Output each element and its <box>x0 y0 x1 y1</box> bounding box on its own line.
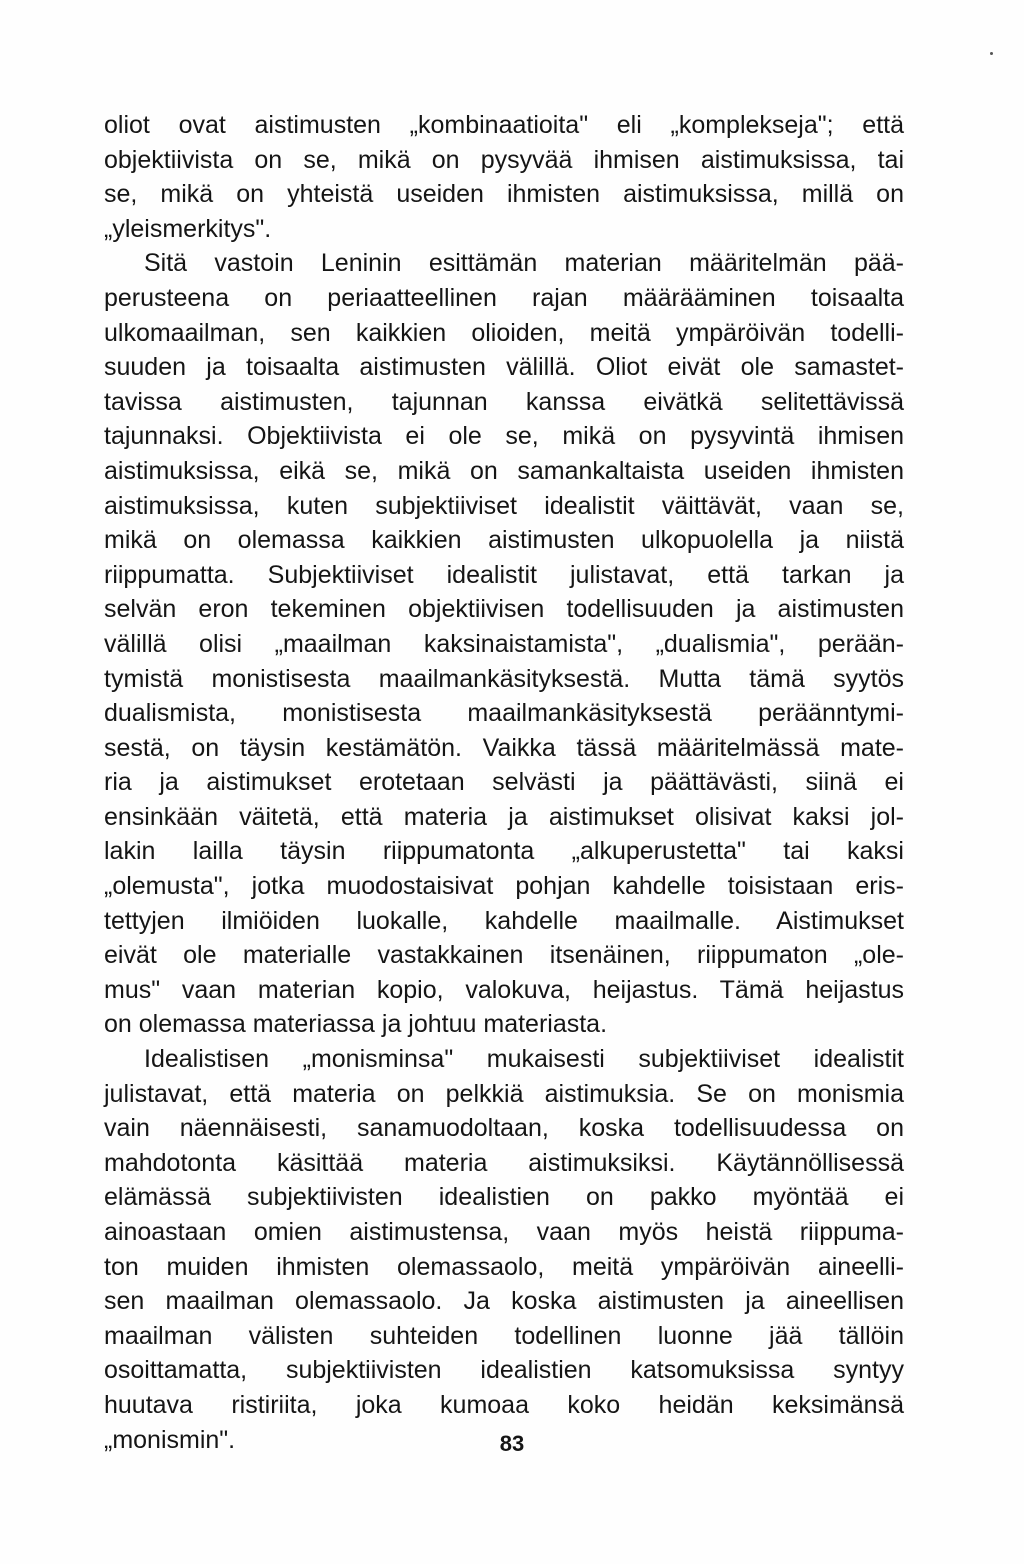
text-line: vain näennäisesti, sanamuodoltaan, koska todellisuudessa on <box>104 1114 904 1143</box>
text-line: välillä olisi „maailman kaksinaistamista", „dualismia", perään- <box>104 629 904 658</box>
text-line: mus" vaan materian kopio, valokuva, heijastus. Tämä heijastus <box>104 975 904 1004</box>
text-line: julistavat, että materia on pelkkiä aistimuksia. Se on monismia <box>104 1079 904 1108</box>
text-line: perusteena on periaatteellinen rajan määrääminen toisaalta <box>104 283 904 312</box>
text-line: dualismista, monistisesta maailmankäsityksestä peräänntymi- <box>104 699 904 728</box>
scan-speck <box>990 52 993 55</box>
paragraph <box>104 1042 904 1457</box>
text-line: tavissa aistimusten, tajunnan kanssa eivätkä selitettävissä <box>104 387 904 416</box>
text-line: „yleismerkitys". <box>104 214 272 243</box>
text-line: Idealistisen „monisminsa" mukaisesti subjektiiviset idealistit <box>144 1045 904 1074</box>
text-line: tymistä monistisesta maailmankäsityksestä. Mutta tämä syytös <box>104 664 904 693</box>
text-line: elämässä subjektiivisten idealistien on pakko myöntää ei <box>104 1183 904 1212</box>
text-line: maailman välisten suhteiden todellinen luonne jää tällöin <box>104 1321 904 1350</box>
text-line: „monismin". <box>104 1425 236 1454</box>
text-line: mikä on olemassa kaikkien aistimusten ulkopuolella ja niistä <box>104 526 904 555</box>
text-line: sen maailman olemassaolo. Ja koska aistimusten ja aineellisen <box>104 1287 904 1316</box>
text-line: ainoastaan omien aistimustensa, vaan myös heistä riippuma- <box>104 1218 904 1246</box>
text-line: oliot ovat aistimusten „kombinaatioita" eli „komplekseja"; että <box>104 111 904 139</box>
text-line: riippumatta. Subjektiiviset idealistit julistavat, että tarkan ja <box>104 560 904 589</box>
paragraph <box>104 108 904 246</box>
text-line: tajunnaksi. Objektiivista ei ole se, mikä on pysyvintä ihmisen <box>104 422 904 451</box>
paragraph <box>104 246 904 1042</box>
text-line: ria ja aistimukset erotetaan selvästi ja päättävästi, siinä ei <box>104 768 904 797</box>
text-line: selvän eron tekeminen objektiivisen todellisuuden ja aistimusten <box>104 595 904 624</box>
text-line: Sitä vastoin Leninin esittämän materian määritelmän pää- <box>144 249 904 278</box>
text-line: ton muiden ihmisten olemassaolo, meitä ympäröivän aineelli- <box>104 1252 904 1281</box>
text-line: huutava ristiriita, joka kumoaa koko heidän keksimänsä <box>104 1390 904 1419</box>
text-line: aistimuksissa, eikä se, mikä on samankaltaista useiden ihmisten <box>104 456 904 485</box>
text-line: lakin lailla täysin riippumatonta „alkuperustetta" tai kaksi <box>104 837 904 866</box>
text-line: aistimuksissa, kuten subjektiiviset idealistit väittävät, vaan se, <box>104 491 904 520</box>
text-line: ulkomaailman, sen kaikkien olioiden, meitä ympäröivän todelli- <box>104 318 904 347</box>
body-text <box>104 108 904 1457</box>
text-line: suuden ja toisaalta aistimusten välillä. Oliot eivät ole samastet- <box>104 353 904 382</box>
page-number: 83 <box>499 1431 525 1456</box>
text-line: eivät ole materialle vastakkainen itsenäinen, riippumaton „ole- <box>104 941 904 970</box>
text-line: „olemusta", jotka muodostaisivat pohjan kahdelle toisistaan eris- <box>104 872 904 901</box>
text-line: objektiivista on se, mikä on pysyvää ihmisen aistimuksissa, tai <box>104 145 904 174</box>
text-line: se, mikä on yhteistä useiden ihmisten aistimuksissa, millä on <box>104 180 904 209</box>
text-line: ensinkään väitetä, että materia ja aistimukset olisivat kaksi jol- <box>104 802 904 831</box>
text-line: osoittamatta, subjektiivisten idealistien katsomuksissa syntyy <box>104 1356 904 1385</box>
text-line: tettyjen ilmiöiden luokalle, kahdelle maailmalle. Aistimukset <box>104 906 904 935</box>
text-line: sestä, on täysin kestämätön. Vaikka tässä määritelmässä mate- <box>104 733 904 762</box>
text-line: mahdotonta käsittää materia aistimuksiksi. Käytännöllisessä <box>104 1148 904 1177</box>
text-line: on olemassa materiassa ja johtuu materiasta. <box>104 1010 608 1039</box>
